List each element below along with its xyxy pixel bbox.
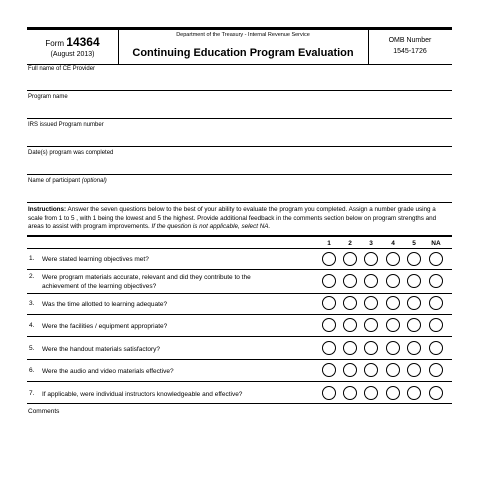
scale-header-na: NA [431, 240, 441, 247]
program-label: Program name [28, 94, 68, 100]
irs-number-label: IRS issued Program number [28, 122, 104, 128]
rating-radio-q3-5[interactable] [407, 296, 421, 310]
rating-radio-q5-4[interactable] [386, 341, 400, 355]
rating-radio-q6-1[interactable] [322, 363, 336, 377]
rating-radio-q6-na[interactable] [429, 363, 443, 377]
instructions-body: Answer the seven questions below to the best of your ability to evaluate the program you completed. Assign a number grade using a scale from 1 to 5 , with 1 being the lowest and 5 the highest. Provide additional feedback in the comments section below on program strengths and areas to assist with program improvements. [28, 206, 437, 231]
rating-radio-q3-1[interactable] [322, 296, 336, 310]
rating-radio-q2-4[interactable] [386, 274, 400, 288]
rating-radio-q7-5[interactable] [407, 386, 421, 400]
participant-label-text: Name of participant [28, 178, 81, 184]
rating-radio-q4-2[interactable] [343, 318, 357, 332]
program-field[interactable] [27, 118, 452, 119]
rating-radio-q5-1[interactable] [322, 341, 336, 355]
omb-box [368, 30, 452, 64]
instructions-lead: Instructions: [28, 206, 67, 213]
question-number: 3. [29, 300, 35, 307]
irs-number-field[interactable] [27, 146, 452, 147]
dates-field[interactable] [27, 174, 452, 175]
rating-radio-q6-3[interactable] [364, 363, 378, 377]
omb-number: 1545-1726 [393, 48, 427, 55]
participant-field[interactable] [27, 202, 452, 203]
rating-radio-q1-4[interactable] [386, 252, 400, 266]
rating-radio-q2-3[interactable] [364, 274, 378, 288]
scale-header-3: 3 [369, 240, 373, 247]
rating-radio-q3-3[interactable] [364, 296, 378, 310]
participant-label [28, 178, 107, 184]
rating-radio-q3-4[interactable] [386, 296, 400, 310]
question-number: 2. [29, 273, 35, 280]
rating-radio-q2-2[interactable] [343, 274, 357, 288]
question-rule [27, 269, 452, 270]
scale-header-2: 2 [348, 240, 352, 247]
rating-radio-q4-4[interactable] [386, 318, 400, 332]
instructions [28, 206, 448, 232]
form-date: (August 2013) [50, 51, 95, 58]
rating-radio-q4-1[interactable] [322, 318, 336, 332]
rating-radio-q6-5[interactable] [407, 363, 421, 377]
rating-radio-q2-5[interactable] [407, 274, 421, 288]
question-number: 7. [29, 390, 35, 397]
question-rule [27, 359, 452, 360]
rating-radio-q4-na[interactable] [429, 318, 443, 332]
question-text: Was the time allotted to learning adequate? [42, 301, 168, 308]
question-text: Were the audio and video materials effective? [42, 368, 174, 375]
question-number: 1. [29, 255, 35, 262]
form-number [27, 35, 118, 49]
scale-header-5: 5 [412, 240, 416, 247]
instructions-rule [27, 235, 452, 237]
rating-radio-q2-1[interactable] [322, 274, 336, 288]
form-title-box [118, 30, 369, 64]
question-number: 4. [29, 322, 35, 329]
provider-label: Full name of CE Provider [28, 66, 96, 72]
question-rule [27, 314, 452, 315]
form-label: Form [45, 39, 65, 48]
provider-field[interactable] [27, 90, 452, 91]
form-number-value: 14364 [66, 35, 100, 49]
rating-radio-q7-4[interactable] [386, 386, 400, 400]
rating-radio-q6-2[interactable] [343, 363, 357, 377]
rating-radio-q5-3[interactable] [364, 341, 378, 355]
question-text: Were program materials accurate, relevant and did they contribute to the achievement of the learning objectives? [42, 274, 251, 290]
question-number: 6. [29, 367, 35, 374]
rating-radio-q6-4[interactable] [386, 363, 400, 377]
rating-radio-q1-3[interactable] [364, 252, 378, 266]
question-text: Were the handout materials satisfactory? [42, 346, 161, 353]
rating-radio-q5-5[interactable] [407, 341, 421, 355]
question-rule [27, 403, 452, 404]
question-number: 5. [29, 345, 35, 352]
scale-header-rule [27, 248, 452, 249]
instructions-note: If the question is not applicable, select NA. [151, 223, 271, 231]
rating-radio-q3-na[interactable] [429, 296, 443, 310]
page-title: Continuing Education Program Evaluation [132, 47, 354, 59]
rating-radio-q7-1[interactable] [322, 386, 336, 400]
question-text: Were stated learning objectives met? [42, 256, 149, 263]
rating-radio-q3-2[interactable] [343, 296, 357, 310]
rating-radio-q2-na[interactable] [429, 274, 443, 288]
rating-radio-q1-1[interactable] [322, 252, 336, 266]
comments-label: Comments [28, 408, 60, 415]
rating-radio-q5-2[interactable] [343, 341, 357, 355]
rating-radio-q7-na[interactable] [429, 386, 443, 400]
department: Department of the Treasury - Internal Revenue Service [176, 32, 310, 38]
question-text: Were the facilities / equipment appropriate? [42, 323, 168, 330]
participant-optional-note: (optional) [81, 178, 107, 184]
question-rule [27, 336, 452, 337]
scale-header-1: 1 [327, 240, 331, 247]
rating-radio-q4-3[interactable] [364, 318, 378, 332]
question-rule [27, 381, 452, 382]
rating-radio-q7-3[interactable] [364, 386, 378, 400]
question-text: If applicable, were individual instructors knowledgeable and effective? [42, 391, 243, 398]
rating-radio-q4-5[interactable] [407, 318, 421, 332]
rating-radio-q1-5[interactable] [407, 252, 421, 266]
question-rule [27, 293, 452, 294]
rating-radio-q1-na[interactable] [429, 252, 443, 266]
header-rule [27, 64, 452, 65]
rating-radio-q1-2[interactable] [343, 252, 357, 266]
omb-label: OMB Number [388, 37, 432, 44]
rating-radio-q5-na[interactable] [429, 341, 443, 355]
dates-label: Date(s) program was completed [28, 150, 114, 156]
form-id-box [27, 30, 119, 64]
rating-radio-q7-2[interactable] [343, 386, 357, 400]
scale-header-4: 4 [391, 240, 395, 247]
